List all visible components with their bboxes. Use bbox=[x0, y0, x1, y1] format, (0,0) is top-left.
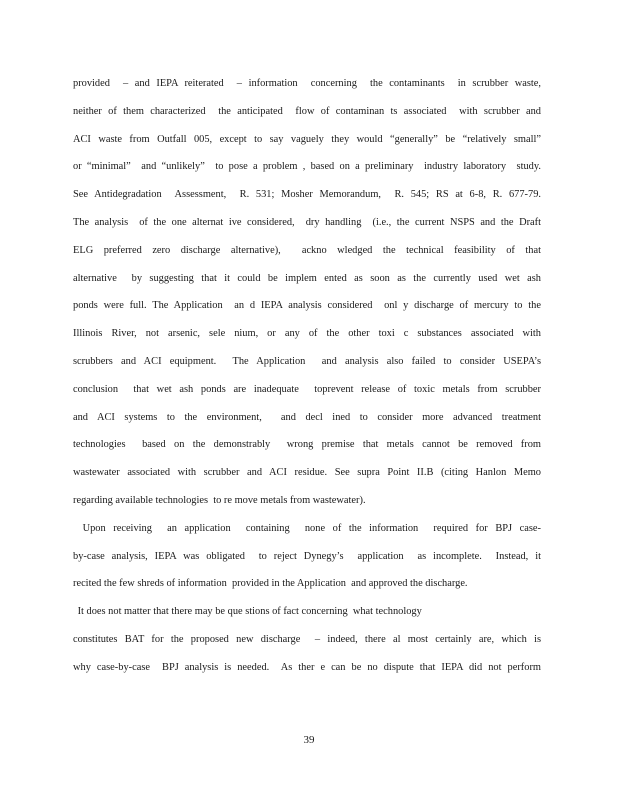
body-text bbox=[73, 70, 541, 682]
text-line: recited the few shreds of information provided in the Application and approved the discharge. bbox=[73, 578, 468, 590]
text-line: provided – and IEPA reiterated – information concerning the contaminants in scrubber waste, bbox=[73, 78, 541, 89]
text-line: neither of them characterized the anticipated flow of contaminan ts associated with scrubber and bbox=[73, 105, 541, 117]
page-number: 39 bbox=[303, 734, 315, 746]
text-line: and ACI systems to the environment, and decl ined to consider more advanced treatment bbox=[73, 411, 541, 423]
text-line: conclusion that wet ash ponds are inadequate toprevent release of toxic metals from scrubber bbox=[73, 383, 541, 395]
text-line: technologies based on the demonstrably wrong premise that metals cannot be removed from bbox=[73, 439, 541, 451]
text-line: alternative by suggesting that it could be implem ented as soon as the currently used wet ash bbox=[73, 272, 541, 284]
text-line: See Antidegradation Assessment, R. 531; Mosher Memorandum, R. 545; RS at 6-8, R. 677-79. bbox=[73, 189, 541, 201]
text-line: ELG preferred zero discharge alternative), ackno wledged the technical feasibility of that bbox=[73, 244, 541, 256]
text-line: why case-by-case BPJ analysis is needed. As ther e can be no dispute that IEPA did not perform bbox=[73, 661, 541, 673]
text-line: ACI waste from Outfall 005, except to say vaguely they would “generally” be “relatively small” bbox=[73, 133, 541, 145]
text-line: or “minimal” and “unlikely” to pose a problem , based on a preliminary industry laboratory study. bbox=[73, 161, 541, 173]
text-line: ponds were full. The Application an d IEPA analysis considered onl y discharge of mercury to the bbox=[73, 300, 541, 312]
text-line: scrubbers and ACI equipment. The Application and analysis also failed to consider USEPA’s bbox=[73, 355, 541, 367]
text-line: constitutes BAT for the proposed new discharge – indeed, there al most certainly are, which is bbox=[73, 633, 541, 645]
text-line: Upon receiving an application containing none of the information required for BPJ case- bbox=[75, 522, 541, 534]
text-line: regarding available technologies to re move metals from wastewater). bbox=[73, 494, 366, 506]
text-line: The analysis of the one alternat ive considered, dry handling (i.e., the current NSPS and the Draft bbox=[73, 216, 541, 228]
text-line: wastewater associated with scrubber and ACI residue. See supra Point II.B (citing Hanlon Memo bbox=[73, 467, 541, 479]
text-line: Illinois River, not arsenic, sele nium, or any of the other toxi c substances associated with bbox=[73, 328, 541, 340]
text-line: It does not matter that there may be que stions of fact concerning what technology bbox=[75, 606, 422, 618]
text-line: by-case analysis, IEPA was obligated to reject Dynegy’s application as incomplete. Instead, it bbox=[73, 550, 541, 562]
